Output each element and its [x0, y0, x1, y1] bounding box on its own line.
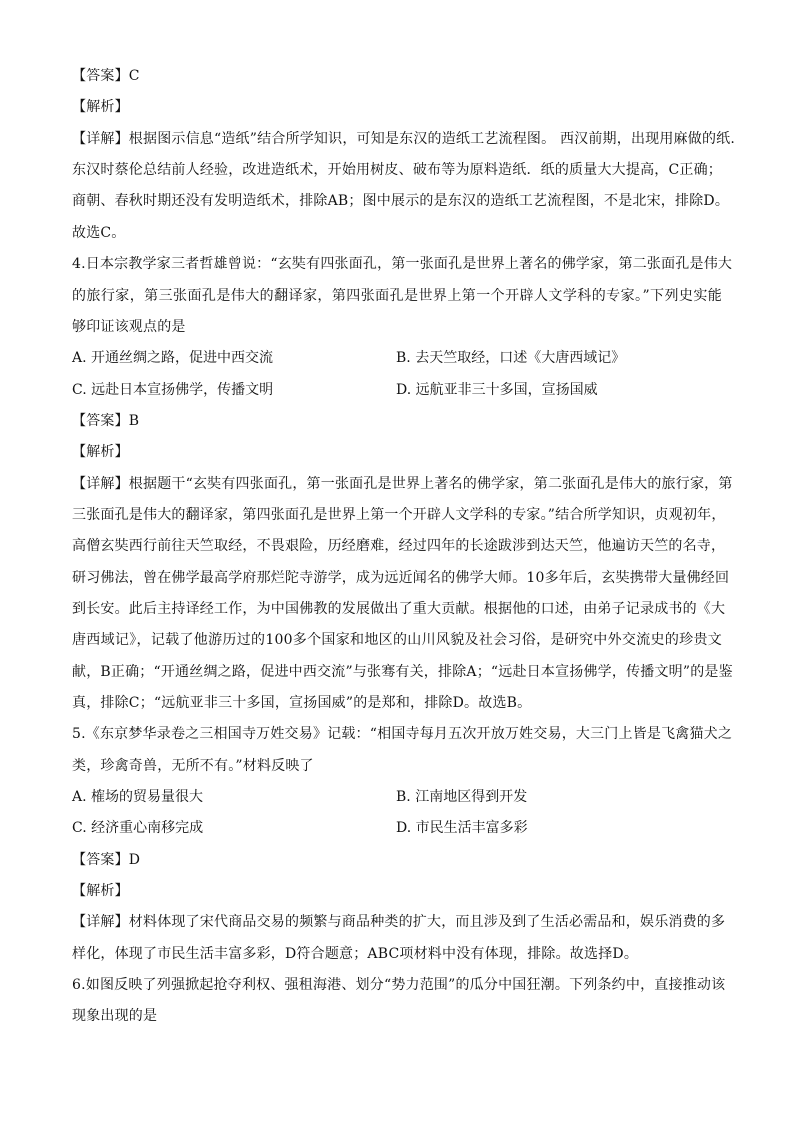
question-5-line-2: 类，珍禽奇兽，无所不有。”材料反映了 — [72, 758, 314, 774]
detail-q4-line-8: 真，排除C；“远航亚非三十多国，宣扬国威”的是郑和，排除D。故选B。 — [72, 695, 532, 711]
detail-q5-line-1: 【详解】材料体现了宋代商品交易的频繁与商品种类的扩大，而且涉及到了生活必需品和，娱乐消费的多 — [72, 914, 726, 930]
question-4-line-2: 的旅行家，第三张面孔是伟大的翻译家，第四张面孔是世界上第一个开辟人文学科的专家。”下列史实能 — [72, 288, 722, 304]
question-5-option-d: D. 市民生活丰富多彩 — [396, 820, 528, 836]
detail-q3-line-1: 【详解】根据图示信息“造纸”结合所学知识，可知是东汉的造纸工艺流程图。 西汉前期，出现用麻做的纸. — [72, 131, 736, 147]
detail-q4-line-5: 到长安。此后主持译经工作，为中国佛教的发展做出了重大贡献。根据他的口述，由弟子记录成书的《大 — [72, 601, 726, 617]
question-4-option-d: D. 远航亚非三十多国，宣扬国威 — [396, 382, 598, 398]
question-5-option-a: A. 榷场的贸易量很大 — [72, 789, 204, 805]
analysis-label-q5: 【解析】 — [72, 883, 129, 899]
answer-label-q4: 【答案】B — [72, 413, 140, 429]
question-5-line-1: 5.《东京梦华录卷之三相国寺万姓交易》记载：“相国寺每月五次开放万姓交易，大三门上皆是飞禽猫犬之 — [72, 726, 733, 742]
detail-q3-line-2: 东汉时蔡伦总结前人经验，改进造纸术，开始用树皮、破布等为原料造纸．纸的质量大大提高，C正确； — [72, 162, 722, 178]
question-6-line-1: 6.如图反映了列强掀起抢夺利权、强租海港、划分“势力范围”的瓜分中国狂潮。下列条约中，直接推动该 — [72, 977, 726, 993]
question-4-option-b: B. 去天竺取经，口述《大唐西域记》 — [396, 350, 626, 366]
detail-q4-line-7: 献，B正确；“开通丝绸之路，促进中西交流”与张骞有关，排除A；“远赴日本宣扬佛学，传播文明”的是鉴 — [72, 664, 733, 680]
question-4-line-1: 4.日本宗教学家三者哲雄曾说：“玄奘有四张面孔，第一张面孔是世界上著名的佛学家，第二张面孔是伟大 — [72, 256, 733, 272]
detail-q4-line-3: 高僧玄奘西行前往天竺取经，不畏艰险，历经磨难，经过四年的长途跋涉到达天竺，他遍访天竺的名寺， — [72, 538, 726, 554]
detail-q4-line-4: 研习佛法，曾在佛学最高学府那烂陀寺游学，成为远近闻名的佛学大师。10多年后，玄奘携带大量佛经回 — [72, 570, 730, 586]
answer-label-q3: 【答案】C — [72, 68, 140, 84]
detail-q3-line-3: 商朝、春秋时期还没有发明造纸术，排除AB；图中展示的是东汉的造纸工艺流程图，不是北宋，排除D。 — [72, 193, 730, 209]
question-6-line-2: 现象出现的是 — [72, 1008, 158, 1024]
detail-q3-line-4: 故选C。 — [72, 225, 126, 241]
question-4-option-a: A. 开通丝绸之路，促进中西交流 — [72, 350, 274, 366]
detail-q4-line-1: 【详解】根据题干“玄奘有四张面孔，第一张面孔是世界上著名的佛学家，第二张面孔是伟大的旅行家，第 — [72, 476, 733, 492]
detail-q4-line-6: 唐西域记》，记载了他游历过的100多个国家和地区的山川风貌及社会习俗，是研究中外交流史的珍贵文 — [72, 632, 722, 648]
question-4-option-c: C. 远赴日本宣扬佛学，传播文明 — [72, 382, 274, 398]
detail-q5-line-2: 样化，体现了市民生活丰富多彩，D符合题意；ABC项材料中没有体现，排除。故选择D。 — [72, 946, 639, 962]
analysis-label-q3: 【解析】 — [72, 99, 129, 115]
question-4-line-3: 够印证该观点的是 — [72, 319, 186, 335]
analysis-label-q4: 【解析】 — [72, 444, 129, 460]
answer-label-q5: 【答案】D — [72, 852, 141, 868]
question-5-option-b: B. 江南地区得到开发 — [396, 789, 528, 805]
detail-q4-line-2: 三张面孔是伟大的翻译家，第四张面孔是世界上第一个开辟人文学科的专家。”结合所学知识，贞观初年， — [72, 507, 726, 523]
question-5-option-c: C. 经济重心南移完成 — [72, 820, 204, 836]
